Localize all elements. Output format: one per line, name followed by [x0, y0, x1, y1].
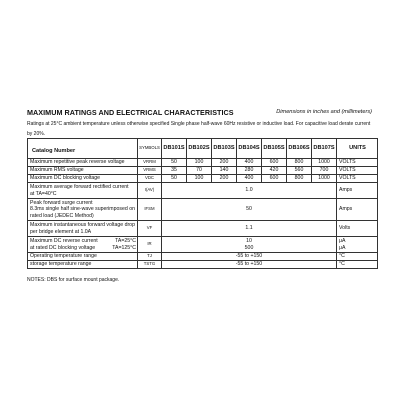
- table-row: [28, 237, 378, 253]
- value-cell: 200: [212, 159, 237, 167]
- value-cell: 200: [212, 175, 237, 183]
- parameter-cell: Operating temperature range: [28, 253, 138, 261]
- parameter-line: [30, 245, 136, 251]
- unit-line: μA: [339, 244, 346, 251]
- table-row: [28, 199, 378, 221]
- parameter-cell: storage temperature range: [28, 261, 138, 269]
- dimensions-note: Dimensions in inches and (millimeters): [276, 109, 372, 115]
- value-cell: 400: [237, 175, 262, 183]
- parameter-cell: [28, 199, 138, 221]
- condition-text: TA=125°C: [112, 244, 136, 251]
- symbol-cell: VF: [138, 221, 162, 237]
- value-cell: 35: [162, 167, 187, 175]
- catalog-number-header: Catalog Number: [28, 139, 138, 159]
- parameter-cell: Maximum RMS voltage: [28, 167, 138, 175]
- part-header: DB101S: [162, 139, 187, 159]
- parameter-cell: [28, 183, 138, 199]
- value-cell: -55 to +150: [162, 253, 337, 261]
- value-cell: 100: [187, 159, 212, 167]
- part-header: DB103S: [212, 139, 237, 159]
- symbol-cell: TJ: [138, 253, 162, 261]
- symbols-header: SYMBOLS: [138, 139, 162, 159]
- part-header: DB107S: [312, 139, 337, 159]
- symbol-cell: VRRM: [138, 159, 162, 167]
- value-line: 500: [244, 244, 254, 251]
- unit-cell: Amps: [337, 183, 378, 199]
- table-row: [28, 221, 378, 237]
- symbol-cell: VRMS: [138, 167, 162, 175]
- value-cell: 600: [262, 159, 287, 167]
- parameter-line: per bridge element at 1.0A: [30, 228, 92, 235]
- ratings-table: [27, 138, 378, 269]
- parameter-text: at rated DC blocking voltage: [30, 244, 96, 251]
- parameter-line: Maximum instantaneous forward voltage drop: [30, 222, 135, 229]
- part-header: DB104S: [237, 139, 262, 159]
- symbol-cell: I(AV): [138, 183, 162, 199]
- value-cell: 70: [187, 167, 212, 175]
- value-cell: -55 to +150: [162, 261, 337, 269]
- units-header: UNITS: [337, 139, 378, 159]
- value-cell: 100: [187, 175, 212, 183]
- symbol-cell: IFSM: [138, 199, 162, 221]
- part-header: DB106S: [287, 139, 312, 159]
- value-cell: 1000: [312, 159, 337, 167]
- value-cell: 50: [162, 199, 337, 221]
- unit-cell: VOLTS: [337, 159, 378, 167]
- value-cell: 420: [262, 167, 287, 175]
- value-cell: 50: [162, 175, 187, 183]
- symbol-cell: TSTG: [138, 261, 162, 269]
- footer-note: NOTES: DBS for surface mount package.: [27, 277, 120, 283]
- symbol-cell: IR: [138, 237, 162, 253]
- value-cell: 280: [237, 167, 262, 175]
- table-row: [28, 253, 378, 261]
- condition-text: TA=25°C: [115, 238, 136, 245]
- value-cell: 140: [212, 167, 237, 175]
- unit-cell: °C: [337, 261, 378, 269]
- value-cell: 1.1: [162, 221, 337, 237]
- value-cell: 560: [287, 167, 312, 175]
- unit-cell: Volts: [337, 221, 378, 237]
- unit-cell: VOLTS: [337, 167, 378, 175]
- parameter-line: at TA=40°C: [30, 190, 57, 197]
- value-cell: 400: [237, 159, 262, 167]
- value-cell: 800: [287, 175, 312, 183]
- unit-cell: Amps: [337, 199, 378, 221]
- table-header-row: [28, 139, 378, 159]
- parameter-line: Maximum average forward rectified current: [30, 184, 129, 191]
- value-cell: 50: [162, 159, 187, 167]
- table-row: [28, 159, 378, 167]
- value-cell: 1000: [312, 175, 337, 183]
- parameter-text: Maximum DC reverse current: [30, 238, 98, 245]
- value-cell: 600: [262, 175, 287, 183]
- value-line: 10: [246, 238, 252, 245]
- value-cell: 1.0: [162, 183, 337, 199]
- symbol-cell: VDC: [138, 175, 162, 183]
- part-header: DB102S: [187, 139, 212, 159]
- parameter-line: rated load (JEDEC Method): [30, 212, 94, 219]
- unit-cell: °C: [337, 253, 378, 261]
- value-cell: [162, 237, 337, 253]
- parameter-line: 8.3ms single half sine-wave superimposed on: [30, 206, 135, 213]
- unit-line: μA: [339, 238, 346, 245]
- unit-cell: [337, 237, 378, 253]
- value-cell: 800: [287, 159, 312, 167]
- table-row: [28, 167, 378, 175]
- unit-cell: VOLTS: [337, 175, 378, 183]
- table-row: [28, 261, 378, 269]
- table-row: [28, 183, 378, 199]
- ratings-note: Ratings at 25°C ambient temperature unless otherwise specified Single phase half-wave 60Hz resistive or inductive load. For capacitive load derate current by 20%.: [27, 121, 371, 137]
- section-title: MAXIMUM RATINGS AND ELECTRICAL CHARACTERISTICS: [27, 108, 234, 117]
- parameter-cell: Maximum DC blocking voltage: [28, 175, 138, 183]
- table-row: [28, 175, 378, 183]
- parameter-cell: Maximum repetitive peak reverse voltage: [28, 159, 138, 167]
- parameter-line: Peak forward surge current: [30, 200, 93, 207]
- parameter-cell: [28, 221, 138, 237]
- part-header: DB105S: [262, 139, 287, 159]
- parameter-cell: [28, 237, 138, 253]
- value-cell: 700: [312, 167, 337, 175]
